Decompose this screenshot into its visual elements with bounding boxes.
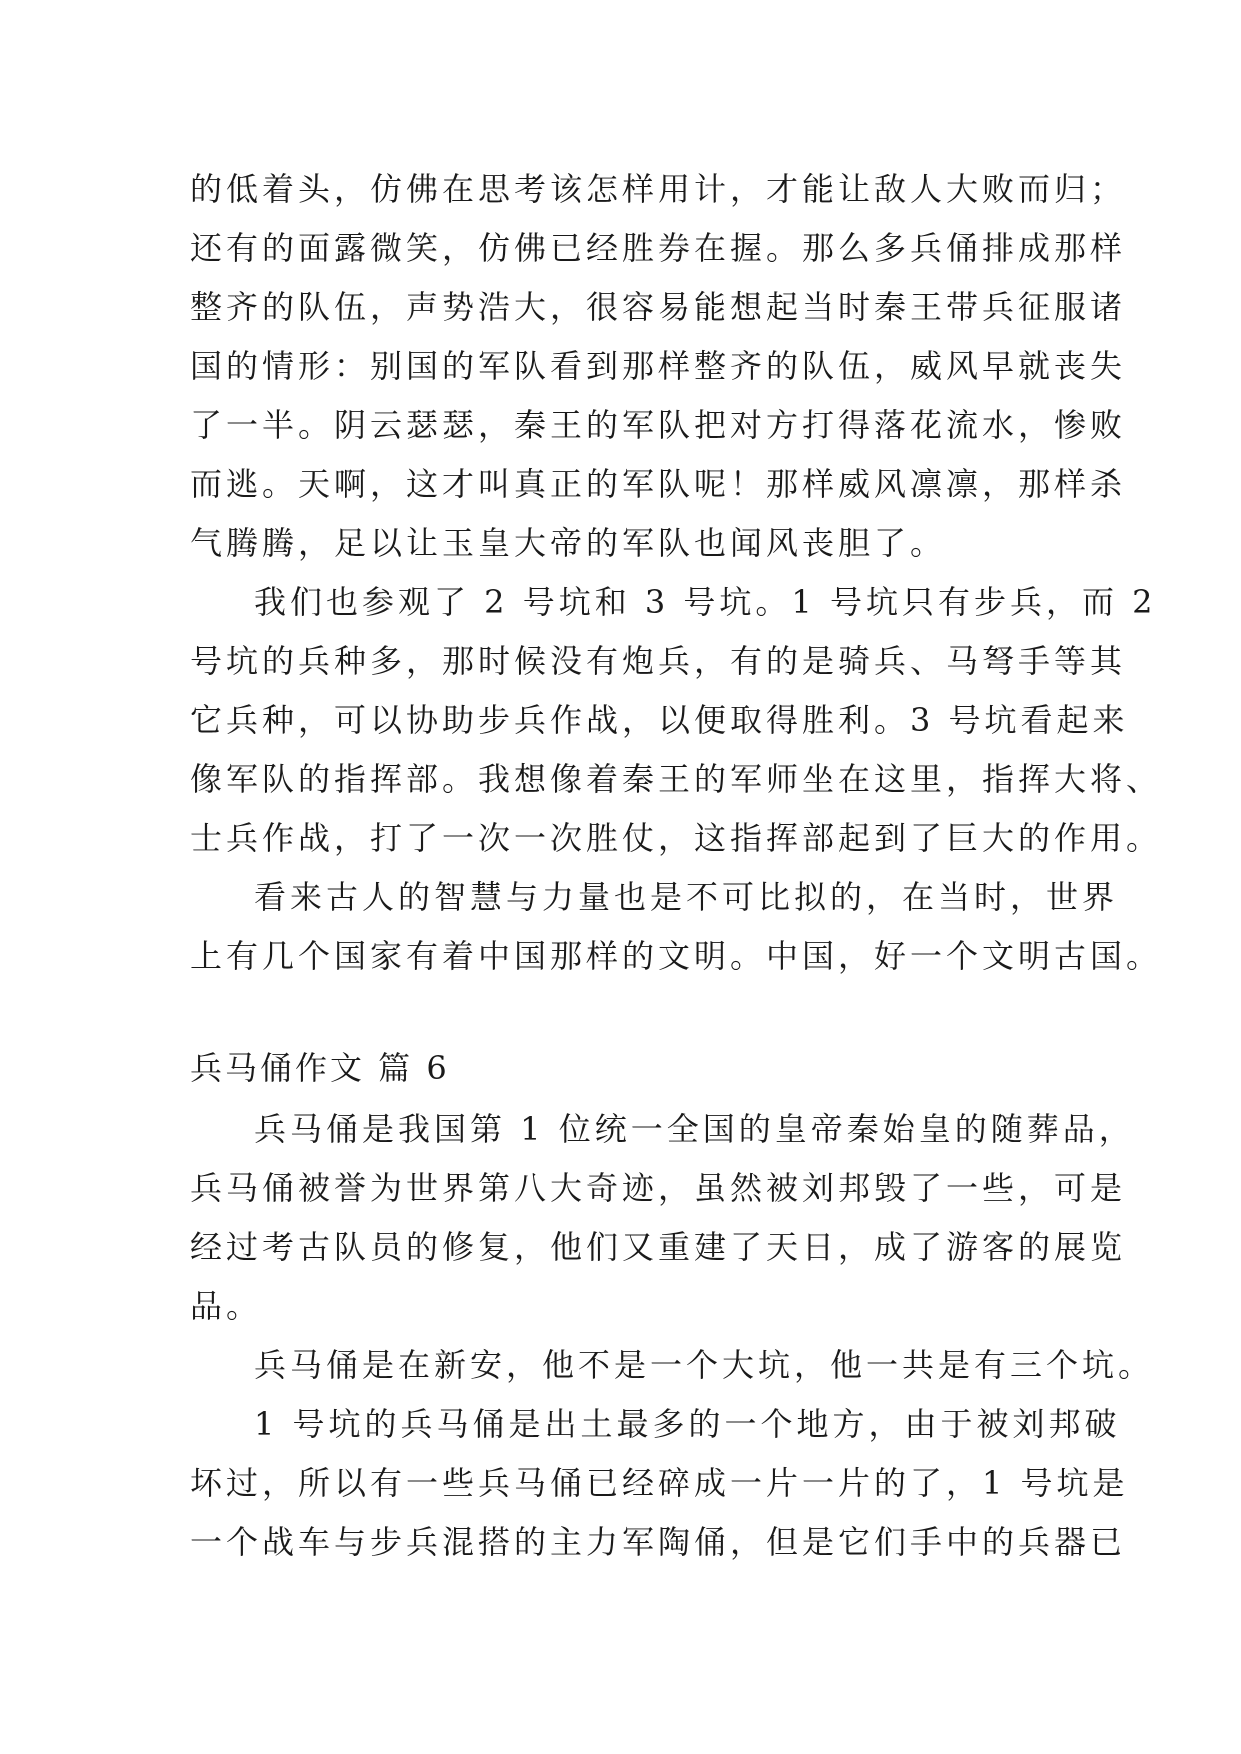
paragraph-line: 品。 bbox=[190, 1287, 263, 1325]
paragraph-line: 的低着头，仿佛在思考该怎样用计，才能让敌人大败而归； bbox=[190, 170, 1127, 208]
paragraph-line: 还有的面露微笑，仿佛已经胜券在握。那么多兵俑排成那样 bbox=[190, 229, 1127, 267]
paragraph-line: 它兵种，可以协助步兵作战，以便取得胜利。3 号坑看起来 bbox=[190, 701, 1129, 739]
paragraph-first-line: 兵马俑是我国第 1 位统一全国的皇帝秦始皇的随葬品， bbox=[254, 1110, 1135, 1148]
paragraph-line: 兵马俑被誉为世界第八大奇迹，虽然被刘邦毁了一些，可是 bbox=[190, 1169, 1127, 1207]
paragraph-line: 了一半。阴云瑟瑟，秦王的军队把对方打得落花流水，惨败 bbox=[190, 406, 1127, 444]
paragraph-line: 上有几个国家有着中国那样的文明。中国，好一个文明古国。 bbox=[190, 937, 1163, 975]
paragraph-line: 一个战车与步兵混搭的主力军陶俑，但是它们手中的兵器已 bbox=[190, 1523, 1127, 1561]
paragraph-first-line: 我们也参观了 2 号坑和 3 号坑。1 号坑只有步兵，而 2 bbox=[254, 583, 1157, 621]
paragraph-line: 坏过，所以有一些兵马俑已经碎成一片一片的了，1 号坑是 bbox=[190, 1464, 1129, 1502]
paragraph-line: 整齐的队伍，声势浩大，很容易能想起当时秦王带兵征服诸 bbox=[190, 288, 1127, 326]
paragraph-line: 气腾腾，足以让玉皇大帝的军队也闻风丧胆了。 bbox=[190, 524, 947, 562]
paragraph-line: 而逃。天啊，这才叫真正的军队呢！那样威风凛凛，那样杀 bbox=[190, 465, 1127, 503]
section-gap bbox=[190, 986, 1050, 1036]
paragraph-line: 士兵作战，打了一次一次胜仗，这指挥部起到了巨大的作用。 bbox=[190, 819, 1163, 857]
document-body bbox=[190, 160, 1163, 1572]
paragraph-line: 号坑的兵种多，那时候没有炮兵，有的是骑兵、马弩手等其 bbox=[190, 642, 1127, 680]
paragraph-first-line: 兵马俑是在新安，他不是一个大坑，他一共是有三个坑。 bbox=[254, 1346, 1155, 1384]
paragraph-line: 像军队的指挥部。我想像着秦王的军师坐在这里，指挥大将、 bbox=[190, 760, 1163, 798]
paragraph-line: 国的情形：别国的军队看到那样整齐的队伍，威风早就丧失 bbox=[190, 347, 1127, 385]
paragraph-line: 经过考古队员的修复，他们又重建了天日，成了游客的展览 bbox=[190, 1228, 1127, 1266]
paragraph-first-line: 看来古人的智慧与力量也是不可比拟的，在当时，世界 bbox=[254, 878, 1119, 916]
paragraph-first-line: 1 号坑的兵马俑是出土最多的一个地方，由于被刘邦破 bbox=[254, 1405, 1121, 1443]
section-heading: 兵马俑作文 篇 6 bbox=[190, 1049, 450, 1087]
